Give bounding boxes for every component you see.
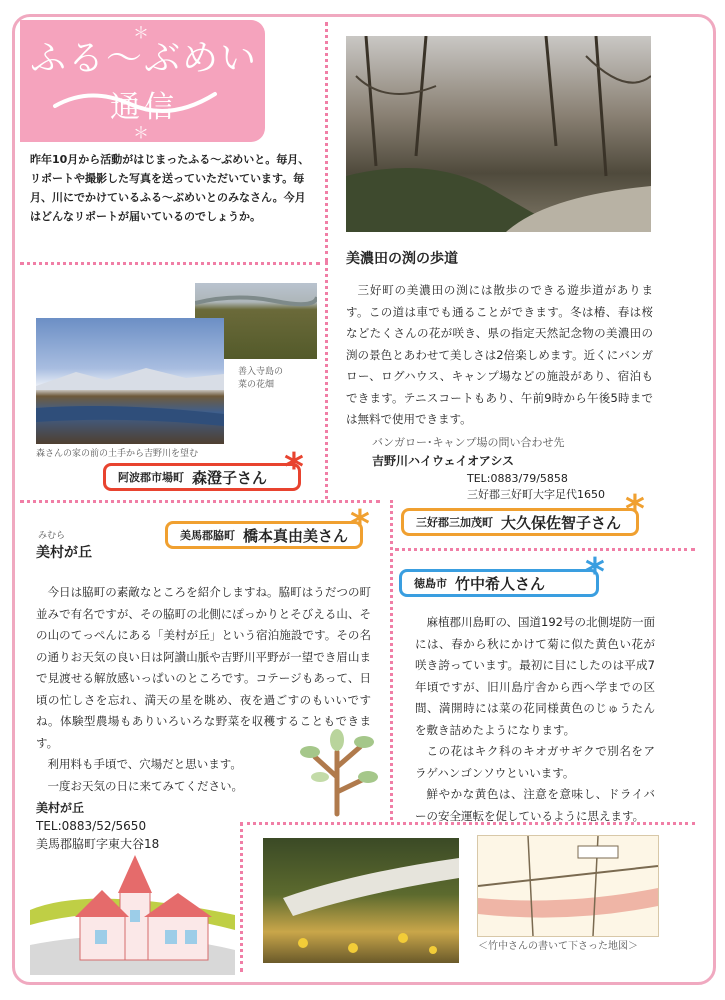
contact-name: 吉野川ハイウェイオアシス [372,454,514,468]
contact-tel: TEL:0883/79/5858 [467,472,568,485]
takenaka-paragraphs: 麻植郡川島町の、国道192号の北側堤防一面には、春から秋にかけて菊に似た黄色い花が咲き誇っています。最初に目にしたのは平成7年頃ですが、旧川島庁舎から西へ学までの区間、満開時には菜の花同様黄色のじゅうたんを敷き詰めたようになります。 この花はキク科のキオガサギクで別名をアラゲハンゴンソウといいます。 鮮やかな黄色は、注意を意味し、ドライバーの安全運転を促しているように思えます。 [415,615,655,823]
rapeseed-caption: 善入寺島の 菜の花畑 [238,367,284,390]
contact-address: 三好郡三好町大字足代1650 [467,488,605,501]
reporter-tag-hashimoto: 美馬郡脇町 橋本真由美さん [165,521,363,549]
heading-ruby: みむら [38,531,66,541]
divider-vertical-bottom [240,822,243,972]
asterisk-icon: * [585,550,605,594]
asterisk-icon: ＊ [133,23,150,42]
intro-text: 昨年10月から活動がはじまったふる～ぶめいと。毎月、リポートや撮影した写真を送っていただいています。毎月、川にでかけているふる～ぶめいとのみなさん。今月はどんなリポートが届いているのでしょうか。 [30,153,310,223]
sapling-icon [290,722,385,817]
reporter-tag-mori: 阿波郡市場町 森澄子さん [103,463,301,491]
mimura-info-name: 美村が丘 [36,801,85,815]
divider-horizontal-left [20,262,320,265]
divider-horizontal-right [395,548,695,551]
river-caption: 森さんの家の前の土手から吉野川を望む [36,449,199,459]
asterisk-icon: * [350,502,370,546]
divider-horizontal-mid [20,500,380,503]
mimura-info-address: 美馬郡脇町字東大谷18 [36,837,160,851]
asterisk-icon: * [284,445,304,489]
reporter-tag-okubo: 三好郡三加茂町 大久保佐智子さん [401,508,639,536]
hand-drawn-map [477,835,659,937]
path-photo [346,36,651,232]
embankment-photo [263,838,459,963]
mimura-info-tel: TEL:0883/52/5650 [36,819,147,833]
newsletter-title: ふる～ぶめいと [30,38,297,79]
reporter-tag-takenaka: 徳島市 竹中希人さん [399,569,599,597]
asterisk-icon: ＊ [133,123,150,142]
mimura-paragraphs: 今日は脇町の素敵なところを紹介しますね。脇町はうだつの町並みで有名ですが、その脇町の北側にぽっかりとそびえる山、その山のてっぺんにある「美村が丘」という宿泊施設です。その名の通りお天気の良い日は阿讃山脈や吉野川平野が一望でき眉山まで見渡せる解放感いっぱいのところです。コテージもあって、日頃の忙しさを忘れ、満天の星を眺め、夜を過ごすのもいいですね。体験型農場もありいろいろな野菜を収穫することもできます。 利用料も手頃で、穴場だと思います。 一度お天気の日に来てみてください。 [36,585,371,793]
section-heading-mimura: 美村が丘 [36,545,92,561]
divider-vertical-lower [390,500,393,820]
newsletter-subtitle: 通信 [110,90,178,125]
section-heading-minoda: 美濃田の渕の歩道 [346,251,458,267]
map-caption: ＜竹中さんの書いて下さった地図＞ [478,941,638,952]
divider-vertical-top [325,22,328,262]
divider-vertical-middle [325,262,328,499]
asterisk-icon: * [625,487,645,531]
minoda-paragraph: 三好町の美濃田の渕には散歩のできる遊歩道があります。この道は車でも通ることができます。冬は椿、春は桜などたくさんの花が咲き、県の指定天然記念物の美濃田の渕の景色とあわせて美しさは2倍楽しめます。近くにバンガロー、ログハウス、キャンプ場などの施設があり、宿泊もできます。テニスコートもあり、午前9時から午後5時までは無料で使用できます。 [346,283,653,426]
river-photo [36,318,224,444]
contact-label: バンガロー･キャンプ場の問い合わせ先 [372,436,565,449]
house-icon [30,855,235,975]
